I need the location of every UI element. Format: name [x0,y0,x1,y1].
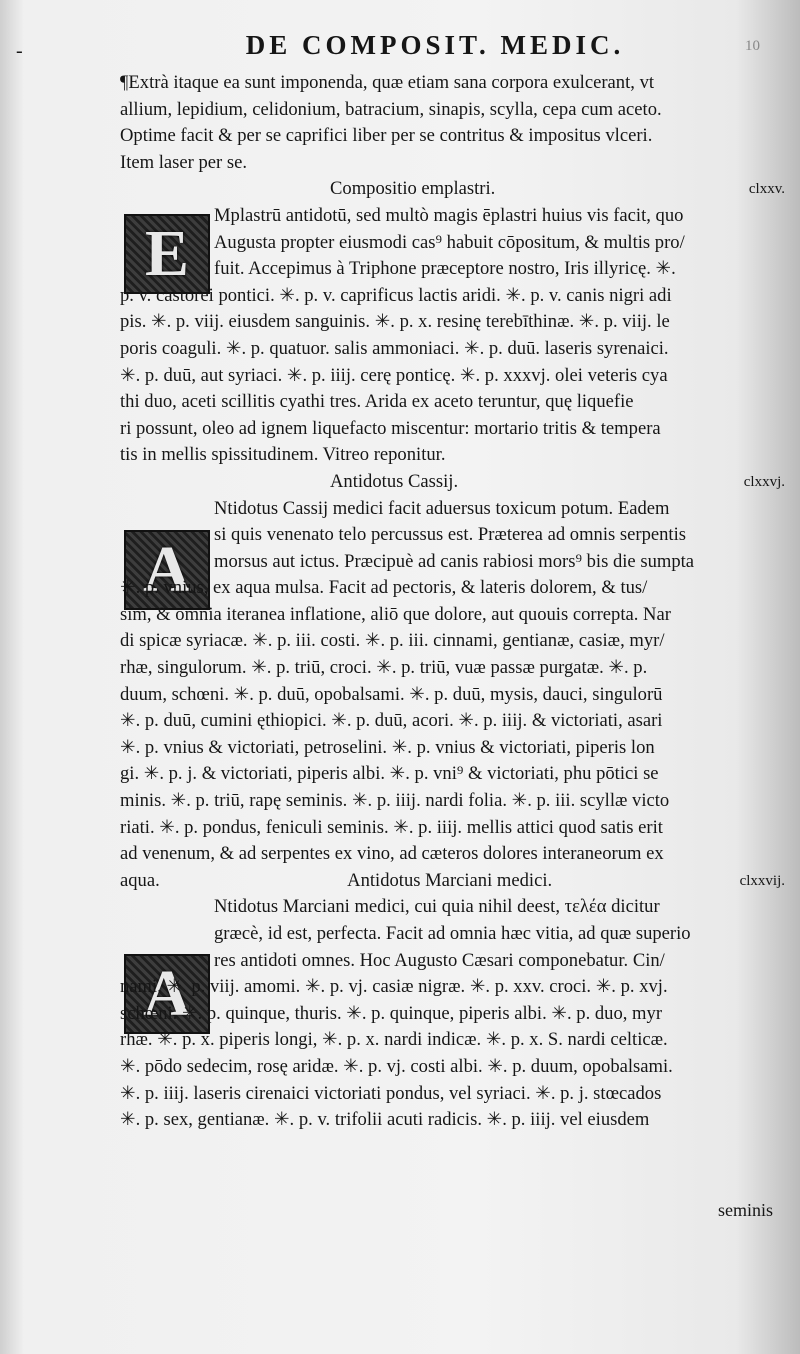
text-line: res antidoti omnes. Hoc Augusto Cæsari componebatur. Cin/ [214,949,665,971]
text-line: ✳. p. duū, cumini ęthiopici. ✳. p. duū, acori. ✳. p. iiij. & victoriati, asari [120,710,663,732]
text-line: Augusta propter eiusmodi cas⁹ habuit cōpositum, & multis pro/ [214,231,685,253]
text-line: Ntidotus Cassij medici facit aduersus toxicum potum. Eadem [214,497,670,519]
text-line: pis. ✳. p. viij. eiusdem sanguinis. ✳. p. x. resinę terebīthinæ. ✳. p. viij. le [120,311,670,333]
text-line: tis in mellis spissitudinem. Vitreo reponitur. [120,444,446,466]
text-line: ✳. p. duū, aut syriaci. ✳. p. iiij. cerę ponticę. ✳. p. xxxvj. olei veteris cya [120,364,668,386]
text-line: ri possunt, oleo ad ignem liquefacto miscentur: mortario tritis & tempera [120,417,661,439]
section-number: clxxvij. [739,872,785,889]
text-line: ad venenum, & ad serpentes ex vino, ad cæteros dolores interaneorum ex [120,843,664,865]
text-line: duum, schœni. ✳. p. duū, opobalsami. ✳. p. duū, mysis, dauci, singulorū [120,683,663,705]
text-line: nami. ✳. p. viij. amomi. ✳. p. vj. casiæ nigræ. ✳. p. xxv. croci. ✳. p. xvj. [120,976,668,998]
section-title: Compositio emplastri. [330,178,496,200]
section-heading-cassij [120,469,785,496]
text-line: thi duo, aceti scillitis cyathi tres. Arida ex aceto teruntur, quę liquefie [120,391,634,413]
text-line: fuit. Accepimus à Triphone præceptore nostro, Iris illyricę. ✳. [214,258,676,280]
text-line: minis. ✳. p. triū, rapę seminis. ✳. p. iiij. nardi folia. ✳. p. iii. scyllæ victo [120,790,670,812]
text-line: poris coaguli. ✳. p. quatuor. salis ammoniaci. ✳. p. duū. laseris syrenaici. [120,337,669,359]
text-line: ✳. p. sex, gentianæ. ✳. p. v. trifolii acuti radicis. ✳. p. iiij. vel eiusdem [120,1109,650,1131]
folio-number: 10 [745,38,760,54]
text-line: græcè, id est, perfecta. Facit ad omnia hæc vitia, ad quæ superio [214,923,691,944]
section-number: clxxvj. [743,473,785,490]
text-line: rhæ, singulorum. ✳. p. triū, croci. ✳. p. triū, vuæ passæ purgatæ. ✳. p. [120,657,648,679]
text-line: morsus aut ictus. Præcipuè ad canis rabiosi mors⁹ bis die sumpta [214,550,695,572]
text-line: rhæ. ✳. p. x. piperis longi, ✳. p. x. nardi indicæ. ✳. p. x. S. nardi celticæ. [120,1029,668,1051]
text-line: schœni. ✳. p. quinque, thuris. ✳. p. quinque, piperis albi. ✳. p. duo, myr [120,1002,663,1024]
text-line: ✳. p. iiij. laseris cirenaici victoriati pondus, vel syriaci. ✳. p. j. stœcados [120,1082,662,1104]
text-line: Item laser per se. [120,151,247,173]
text-line: allium, lepidium, celidonium, batracium, sinapis, scylla, cepa cum aceto. [120,98,662,120]
text-line: sim, & omnia iteranea inflatione, aliō que dolore, aut quouis correpta. Nar [120,603,671,625]
section-title: Antidotus Marciani medici. [347,869,553,891]
text-line: p. v. castorei pontici. ✳. p. v. caprificus lactis aridi. ✳. p. v. canis nigri adi [120,284,672,306]
body-text [120,70,785,1134]
section-heading-emplastri [120,176,785,203]
text-line: Optime facit & per se caprifici liber per se contritus & impositus vlceri. [120,125,653,147]
section-heading-marciani [120,868,785,895]
text-line: gi. ✳. p. j. & victoriati, piperis albi. ✳. p. vni⁹ & victoriati, phu pōtici se [120,763,659,785]
decorated-initial-a-2: A [124,954,210,1034]
text-line: ✳. p. vnius, ex aqua mulsa. Facit ad pectoris, & lateris dolorem, & tus/ [120,577,648,599]
text-line: ✳. p. vnius & victoriati, petroselini. ✳. p. vnius & victoriati, piperis lon [120,736,655,758]
text-line: si quis venenato telo percussus est. Præterea ad omnis serpentis [214,524,686,546]
catchword: seminis [718,1200,774,1220]
section-title: Antidotus Cassij. [330,470,459,492]
text-line: aqua. [120,869,160,891]
decorated-initial-a: A [124,530,210,610]
text-line: Mplastrū antidotū, sed multò magis ēplastri huius vis facit, quo [214,204,684,226]
section-number: clxxv. [748,181,785,198]
margin-dash: - [16,40,23,62]
running-head: DE COMPOSIT. MEDIC. [245,30,625,60]
text-line: Ntidotus Marciani medici, cui quia nihil deest, τελέα dicitur [214,896,660,918]
text-line: riati. ✳. p. pondus, feniculi seminis. ✳. p. iiij. mellis attici quod satis erit [120,816,663,838]
decorated-initial-e: E [124,214,210,294]
text-line: ✳. pōdo sedecim, rosę aridæ. ✳. p. vj. costi albi. ✳. p. duum, opobalsami. [120,1055,673,1077]
text-line: di spicæ syriacæ. ✳. p. iii. costi. ✳. p. iii. cinnami, gentianæ, casiæ, myr/ [120,630,665,652]
text-line: ¶Extrà itaque ea sunt imponenda, quæ etiam sana corpora exulcerant, vt [120,72,655,93]
